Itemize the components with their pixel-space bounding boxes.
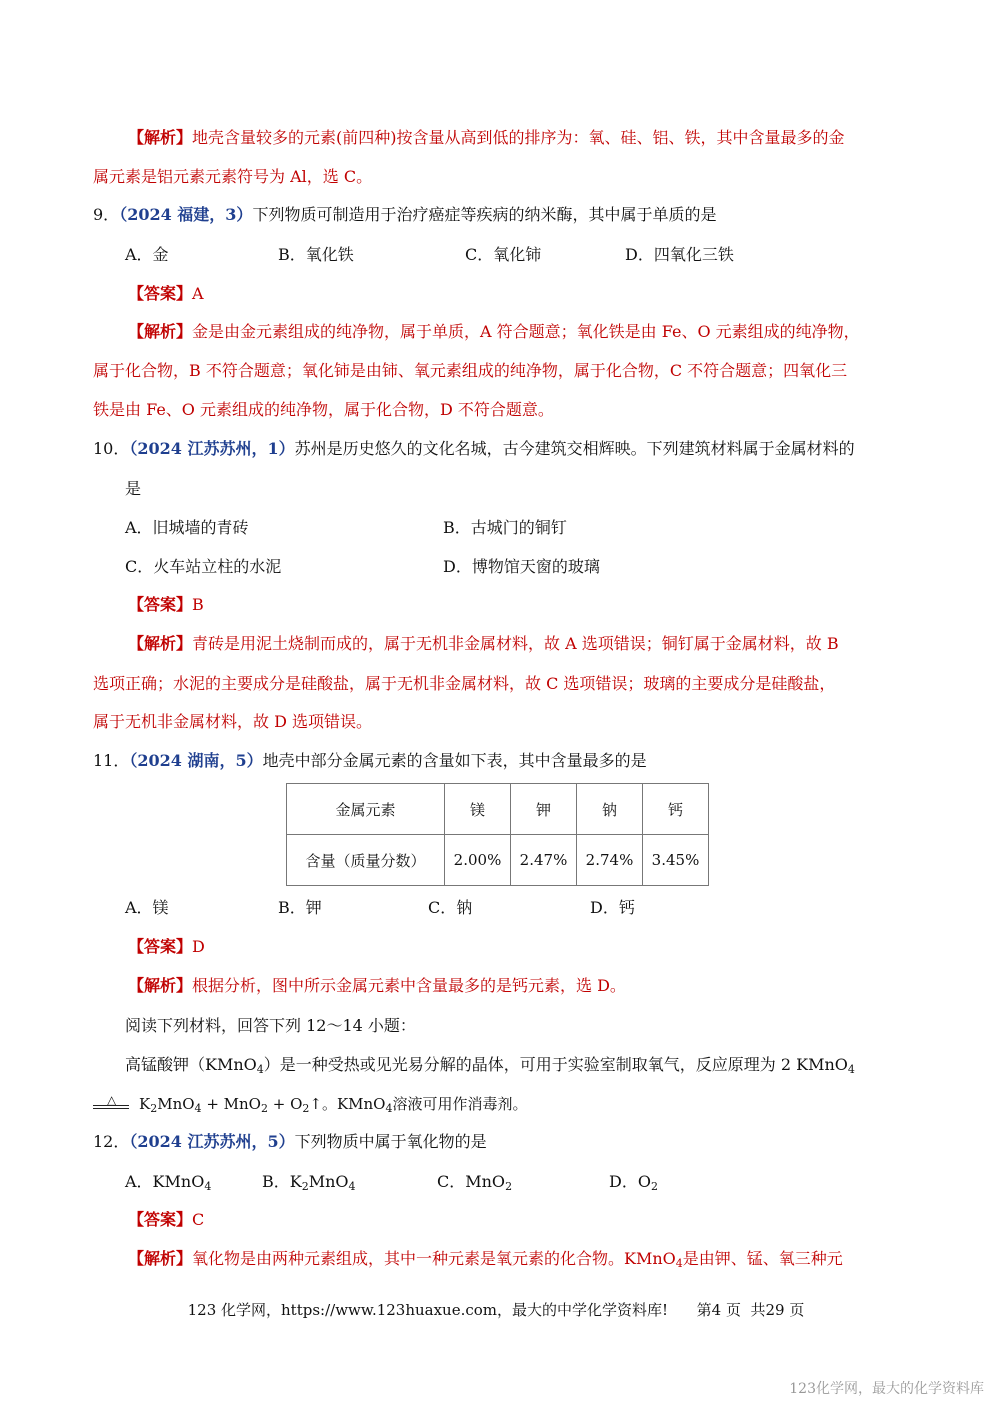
subscript: 4 (256, 1063, 264, 1076)
option-a: A．旧城墙的青砖 (125, 518, 249, 537)
answer-line (128, 594, 204, 616)
option-c: C．火车站立柱的水泥 (125, 557, 282, 576)
formula-part: + O (267, 1095, 303, 1113)
answer-label: 【答案】 (128, 595, 193, 614)
option-a (125, 1171, 211, 1193)
answer-value: B (192, 595, 204, 614)
equation-text (139, 1093, 527, 1115)
question-text: 下列物质中属于氧化物的是 (294, 1132, 487, 1151)
analysis-line (128, 633, 839, 655)
option-d: D．钙 (590, 898, 635, 917)
option-b (262, 1171, 356, 1193)
option-text: C．MnO (437, 1172, 506, 1191)
question-source: （2024 湖南，5） (129, 751, 263, 770)
element-content-table (286, 783, 709, 886)
option-d: D．四氧化三铁 (625, 245, 734, 264)
material-text-part: ）是一种受热或见光易分解的晶体，可用于实验室制取氧气，反应原理为 2 KMnO (263, 1055, 848, 1074)
option-text: D．O (609, 1172, 651, 1191)
option-d (609, 1171, 658, 1193)
page-footer: 123 化学网，https://www.123huaxue.com，最大的中学化学资料库! 第4 页 共29 页 (187, 1301, 805, 1319)
subscript: 4 (204, 1180, 212, 1193)
analysis-line: 铁是由 Fe、O 元素组成的纯净物，属于化合物，D 不符合题意。 (93, 400, 554, 419)
answer-label: 【答案】 (128, 284, 193, 303)
answer-value: C (192, 1210, 205, 1229)
question-text: 下列物质可制造用于治疗癌症等疾病的纳米酶，其中属于单质的是 (252, 205, 717, 224)
analysis-line (128, 321, 860, 343)
table-cell: 2.00% (445, 835, 511, 886)
formula-part: 溶液可用作消毒剂。 (392, 1095, 528, 1113)
analysis-line: 属元素是铝元素元素符号为 Al，选 C。 (93, 167, 373, 186)
subscript: 4 (348, 1180, 356, 1193)
analysis-line: 属于无机非金属材料，故 D 选项错误。 (93, 712, 373, 731)
subscript: 4 (847, 1063, 855, 1076)
triangle-icon: △ (107, 1093, 117, 1107)
material-text (125, 1054, 855, 1076)
analysis-text: 是由钾、锰、氧三种元 (682, 1249, 843, 1268)
option-c: C．氧化铈 (465, 245, 542, 264)
table-header-row (287, 784, 709, 835)
equation-bar (93, 1108, 129, 1109)
table-cell: 钠 (577, 784, 643, 835)
answer-line (128, 1209, 204, 1231)
formula-part: MnO (157, 1095, 195, 1113)
analysis-text: 根据分析，图中所示金属元素中含量最多的是钙元素，选 D。 (192, 976, 626, 995)
option-a: A．镁 (125, 898, 169, 917)
answer-line (128, 936, 205, 958)
analysis-label: 【解析】 (128, 322, 193, 341)
subscript: 2 (260, 1102, 268, 1115)
table-cell: 2.74% (577, 835, 643, 886)
subscript: 4 (194, 1102, 202, 1115)
question-number: 9． (93, 205, 120, 224)
answer-line (128, 283, 204, 305)
table-cell: 3.45% (643, 835, 709, 886)
question-source: （2024 江苏苏州，1） (129, 439, 295, 458)
table-cell: 钙 (643, 784, 709, 835)
table-cell: 2.47% (511, 835, 577, 886)
table-cell: 钾 (511, 784, 577, 835)
question-number: 10． (93, 439, 130, 458)
option-c: C．钠 (428, 898, 473, 917)
question-text: 苏州是历史悠久的文化名城，古今建筑交相辉映。下列建筑材料属于金属材料的 (294, 439, 855, 458)
option-text: B．K (262, 1172, 302, 1191)
question-text-cont: 是 (125, 479, 142, 498)
question-9-stem (93, 204, 716, 226)
question-number: 11． (93, 751, 130, 770)
analysis-text: 青砖是用泥土烧制而成的，属于无机非金属材料，故 A 选项错误；铜钉属于金属材料，故 B (192, 634, 839, 653)
formula-part: K (139, 1095, 151, 1113)
table-cell: 镁 (445, 784, 511, 835)
analysis-line (128, 1248, 843, 1270)
question-source: （2024 江苏苏州，5） (129, 1132, 295, 1151)
option-b: B．古城门的铜钉 (443, 518, 567, 537)
option-a: A．金 (125, 245, 169, 264)
table-cell: 金属元素 (287, 784, 445, 835)
analysis-label: 【解析】 (128, 976, 193, 995)
analysis-label: 【解析】 (128, 634, 193, 653)
analysis-text: 金是由金元素组成的纯净物，属于单质，A 符合题意；氧化铁是由 Fe、O 元素组成的纯净物， (192, 322, 860, 341)
table-cell: 含量（质量分数） (287, 835, 445, 886)
analysis-text: 地壳含量较多的元素(前四种)按含量从高到低的排序为：氧、硅、铝、铁，其中含量最多的金 (192, 128, 845, 147)
analysis-text: 氧化物是由两种元素组成，其中一种元素是氧元素的化合物。KMnO (192, 1249, 676, 1268)
subscript: 2 (301, 1180, 309, 1193)
table-row (287, 835, 709, 886)
formula-part: ↑。KMnO (309, 1095, 386, 1113)
question-source: （2024 福建，3） (119, 205, 253, 224)
subscript: 2 (650, 1180, 658, 1193)
answer-value: A (192, 284, 204, 303)
question-number: 12． (93, 1132, 130, 1151)
option-d: D．博物馆天窗的玻璃 (443, 557, 600, 576)
formula-part: + MnO (201, 1095, 261, 1113)
option-b: B．氧化铁 (278, 245, 354, 264)
analysis-line (128, 127, 845, 149)
question-text: 地壳中部分金属元素的含量如下表，其中含量最多的是 (262, 751, 647, 770)
subscript: 2 (150, 1102, 158, 1115)
answer-label: 【答案】 (128, 937, 193, 956)
analysis-label: 【解析】 (128, 128, 193, 147)
material-text-part: 高锰酸钾（KMnO (125, 1055, 257, 1074)
answer-value: D (192, 937, 205, 956)
subscript: 4 (385, 1102, 393, 1115)
option-text: A．KMnO (125, 1172, 205, 1191)
answer-label: 【答案】 (128, 1210, 193, 1229)
analysis-line: 选项正确；水泥的主要成分是硅酸盐，属于无机非金属材料，故 C 选项错误；玻璃的主要成分是硅酸盐， (93, 674, 836, 693)
analysis-line: 属于化合物，B 不符合题意；氧化铈是由铈、氧元素组成的纯净物，属于化合物，C 不符合题意；四氧化三 (93, 361, 848, 380)
option-b: B．钾 (278, 898, 322, 917)
option-c (437, 1171, 512, 1193)
watermark: 123化学网，最大的化学资料库 (789, 1381, 984, 1397)
option-text: MnO (308, 1172, 349, 1191)
analysis-label: 【解析】 (128, 1249, 193, 1268)
question-10-stem (93, 438, 855, 460)
material-intro: 阅读下列材料，回答下列 12～14 小题： (125, 1016, 416, 1035)
subscript: 2 (302, 1102, 310, 1115)
subscript: 2 (505, 1180, 513, 1193)
question-12-stem (93, 1131, 487, 1153)
question-11-stem (93, 750, 647, 772)
analysis-line (128, 975, 626, 997)
subscript: 4 (675, 1257, 683, 1270)
equation-bar (93, 1105, 129, 1106)
